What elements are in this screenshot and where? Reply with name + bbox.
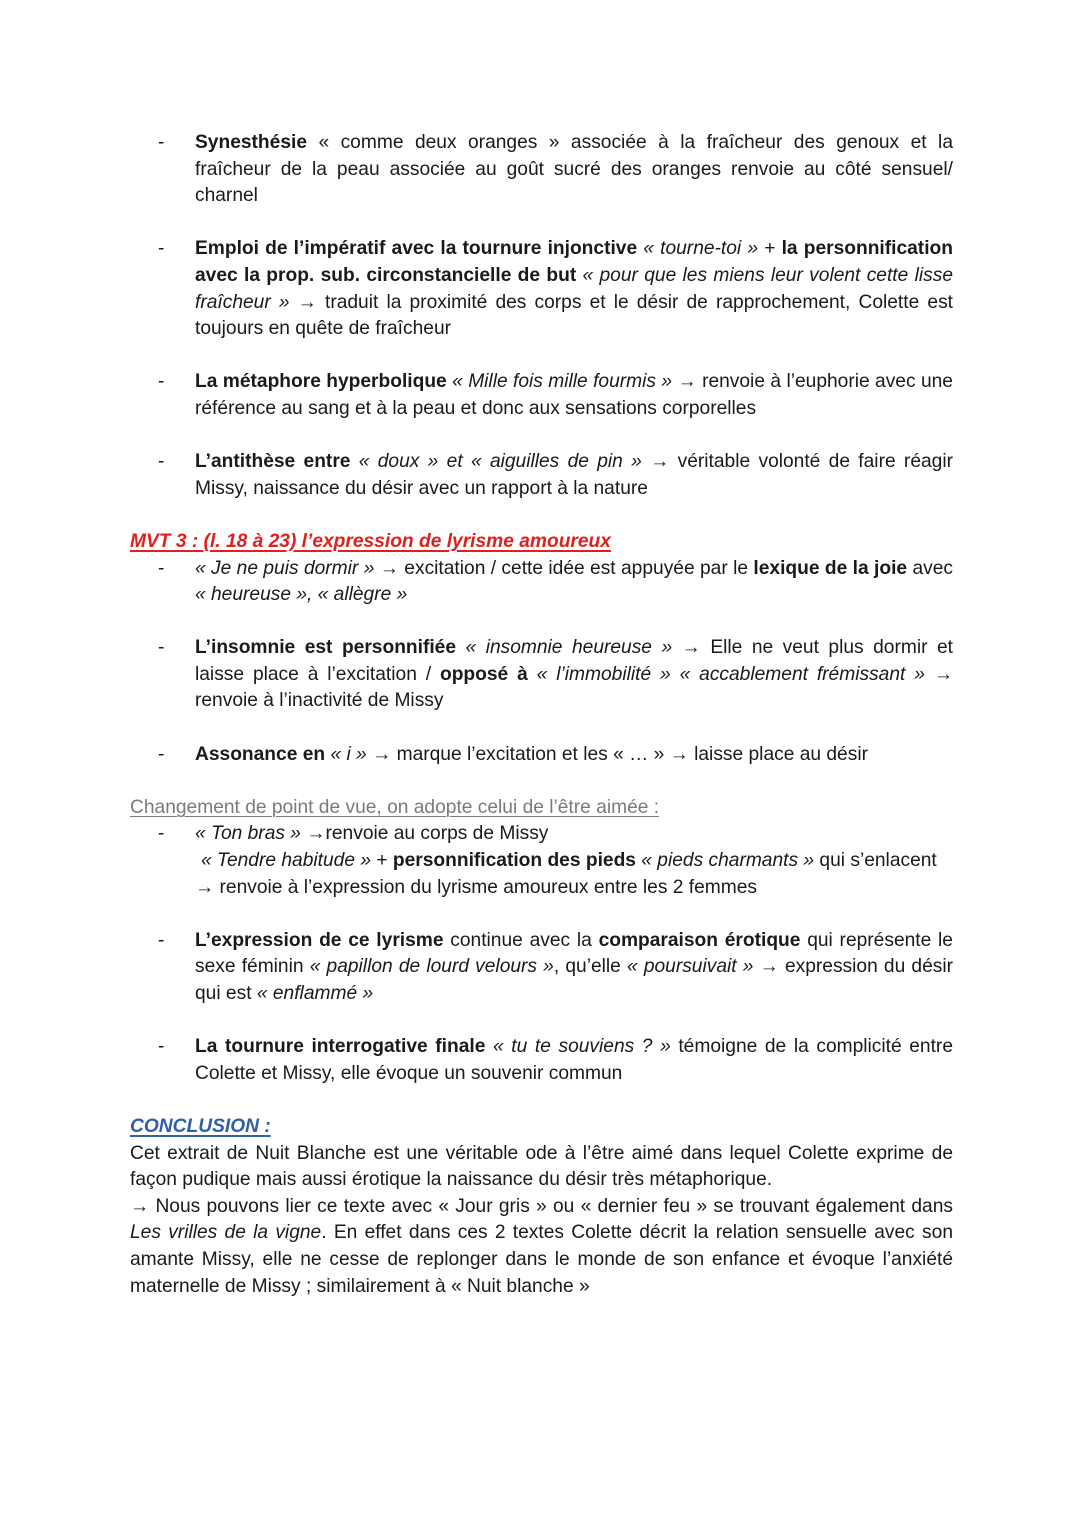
quote-italic: « tourne-toi » xyxy=(637,238,759,260)
analysis-text: renvoie au corps de Missy xyxy=(325,823,549,845)
quote-italic: « Je ne puis dormir » xyxy=(195,557,375,579)
analysis-text: + xyxy=(758,238,782,260)
analysis-text: « comme deux oranges » associée à la fraîcheur des genoux et la fraîcheur de la peau associée au goût sucré des oranges renvoie au côté sensuel/ charnel xyxy=(195,132,953,207)
arrow-icon: → xyxy=(297,291,317,313)
bullet-assonance xyxy=(130,742,953,769)
arrow-icon: → xyxy=(130,1195,150,1217)
analysis-text: renvoie à l’expression du lyrisme amoureux entre les 2 femmes xyxy=(214,876,758,898)
arrow-icon: → xyxy=(195,876,215,898)
term-bold: Synesthésie xyxy=(195,132,307,153)
analysis-text: véritable volonté de faire réagir Missy, naissance du désir avec un rapport à la nature xyxy=(195,451,953,499)
analysis-text: traduit la proximité des corps et le désir de rapprochement, Colette est toujours en quête de fraîcheur xyxy=(195,291,953,340)
bullet-ton-bras xyxy=(130,821,953,901)
quote-italic: « pieds charmants » xyxy=(635,850,815,872)
quote-italic: « pour que les miens leur volent cette lisse fraîcheur » xyxy=(195,264,953,313)
arrow-icon: → xyxy=(306,823,326,845)
bullet-dash: - xyxy=(158,823,165,845)
bullet-imperatif xyxy=(130,236,953,342)
arrow-icon: → xyxy=(372,743,392,765)
conclusion-paragraph-2 xyxy=(130,1194,953,1300)
bullet-synesthesie xyxy=(130,130,953,210)
analysis-text: qui s’enlacent xyxy=(814,850,937,872)
term-bold: personnification des pieds xyxy=(392,850,636,872)
section-heading-changement: Changement de point de vue, on adopte celui de l’être aimée : xyxy=(130,796,660,818)
bullet-dash: - xyxy=(158,371,165,393)
analysis-text: excitation / cette idée est appuyée par le xyxy=(398,557,754,579)
section-heading-conclusion: CONCLUSION : xyxy=(130,1115,271,1137)
term-bold: comparaison érotique xyxy=(598,929,801,951)
analysis-text: qui représente le sexe féminin xyxy=(195,929,953,978)
conclusion-paragraph-1: Cet extrait de Nuit Blanche est une véritable ode à l’être aimé dans lequel Colette exprime de façon pudique mais aussi érotique la naissance du désir très métaphorique. xyxy=(130,1142,953,1191)
bullet-antithese xyxy=(130,449,953,502)
quote-italic: « Ton bras » xyxy=(195,823,301,845)
analysis-text: , qu’elle xyxy=(553,956,627,978)
bullet-expression-lyrisme xyxy=(130,928,953,1008)
quote-italic: « i » xyxy=(325,743,367,765)
bullet-dash: - xyxy=(158,1036,165,1058)
bullet-interrogative xyxy=(130,1034,953,1087)
bullet-je-ne-puis-dormir xyxy=(130,556,953,609)
book-title-italic: Les vrilles de la vigne xyxy=(130,1222,322,1244)
analysis-text: avec xyxy=(907,557,953,579)
quote-italic: « insomnie heureuse » xyxy=(456,637,673,659)
arrow-icon: → xyxy=(759,956,779,978)
line-lyrisme xyxy=(195,875,953,902)
analysis-text: renvoie à l’inactivité de Missy xyxy=(195,690,444,712)
term-bold: lexique de la joie xyxy=(753,557,908,579)
quote-italic: « Mille fois mille fourmis » xyxy=(446,371,673,393)
analysis-text: continue avec la xyxy=(443,929,599,951)
arrow-icon: → xyxy=(650,451,670,473)
line-ton-bras xyxy=(195,821,953,848)
bullet-dash: - xyxy=(158,132,165,153)
line-tendre-habitude xyxy=(195,848,953,875)
term-bold: L’insomnie est personnifiée xyxy=(195,637,457,659)
bullet-metaphore xyxy=(130,369,953,422)
section-heading-mvt3: MVT 3 : (l. 18 à 23) l’expression de lyrisme amoureux xyxy=(130,530,611,552)
term-bold: Emploi de l’impératif avec la tournure injonctive xyxy=(195,238,638,260)
analysis-text: Nous pouvons lier ce texte avec « Jour gris » ou « dernier feu » se trouvant également dans xyxy=(149,1195,953,1217)
bullet-dash: - xyxy=(158,557,165,579)
analysis-text: + xyxy=(371,850,393,872)
term-bold: La métaphore hyperbolique xyxy=(195,371,447,393)
bullet-insomnie xyxy=(130,635,953,715)
term-bold: opposé à xyxy=(439,663,528,685)
quote-italic: « poursuivait » xyxy=(626,956,754,978)
quote-italic: « l’immobilité » « accablement frémissant » xyxy=(527,663,925,685)
arrow-icon: → xyxy=(677,371,697,393)
arrow-icon: → xyxy=(379,557,399,579)
analysis-text: témoigne de la complicité entre Colette et Missy, elle évoque un souvenir commun xyxy=(195,1036,953,1084)
analysis-text: . En effet dans ces 2 textes Colette décrit la relation sensuelle avec son amante Missy, elle ne cesse de replonger dans le monde de son enfance et évoque l’anxiété maternelle de Missy ; similairement à « Nuit blanche » xyxy=(130,1222,953,1297)
quote-italic: « heureuse », « allègre » xyxy=(195,584,408,606)
arrow-icon: → xyxy=(669,743,689,765)
term-bold: la personnification avec la prop. sub. circonstancielle de but xyxy=(195,238,953,286)
analysis-text: laisse place au désir xyxy=(688,743,868,765)
term-bold: La tournure interrogative finale xyxy=(195,1036,486,1058)
arrow-icon: → xyxy=(933,663,953,685)
term-bold: L’expression de ce lyrisme xyxy=(195,929,444,951)
bullet-dash: - xyxy=(158,929,165,951)
quote-italic: « Tendre habitude » xyxy=(201,850,371,872)
bullet-dash: - xyxy=(158,743,165,765)
term-bold: L’antithèse entre xyxy=(195,451,351,473)
quote-italic: « papillon de lourd velours » xyxy=(309,956,554,978)
term-bold: Assonance en xyxy=(195,743,326,765)
bullet-dash: - xyxy=(158,637,165,659)
analysis-text: expression du désir qui est xyxy=(195,956,953,1004)
bullet-dash: - xyxy=(158,451,165,473)
arrow-icon: → xyxy=(681,637,701,659)
analysis-text: renvoie à l’euphorie avec une référence au sang et à la peau et donc aux sensations corporelles xyxy=(195,371,953,419)
bullet-dash: - xyxy=(158,238,165,260)
quote-italic: « tu te souviens ? » xyxy=(485,1036,671,1058)
quote-italic: « enflammé » xyxy=(256,983,374,1004)
analysis-text: marque l’excitation et les « … » xyxy=(391,743,670,765)
analysis-text: Elle ne veut plus dormir et laisse place à l’excitation / xyxy=(195,637,953,685)
quote-italic: « doux » et « aiguilles de pin » xyxy=(350,451,642,473)
